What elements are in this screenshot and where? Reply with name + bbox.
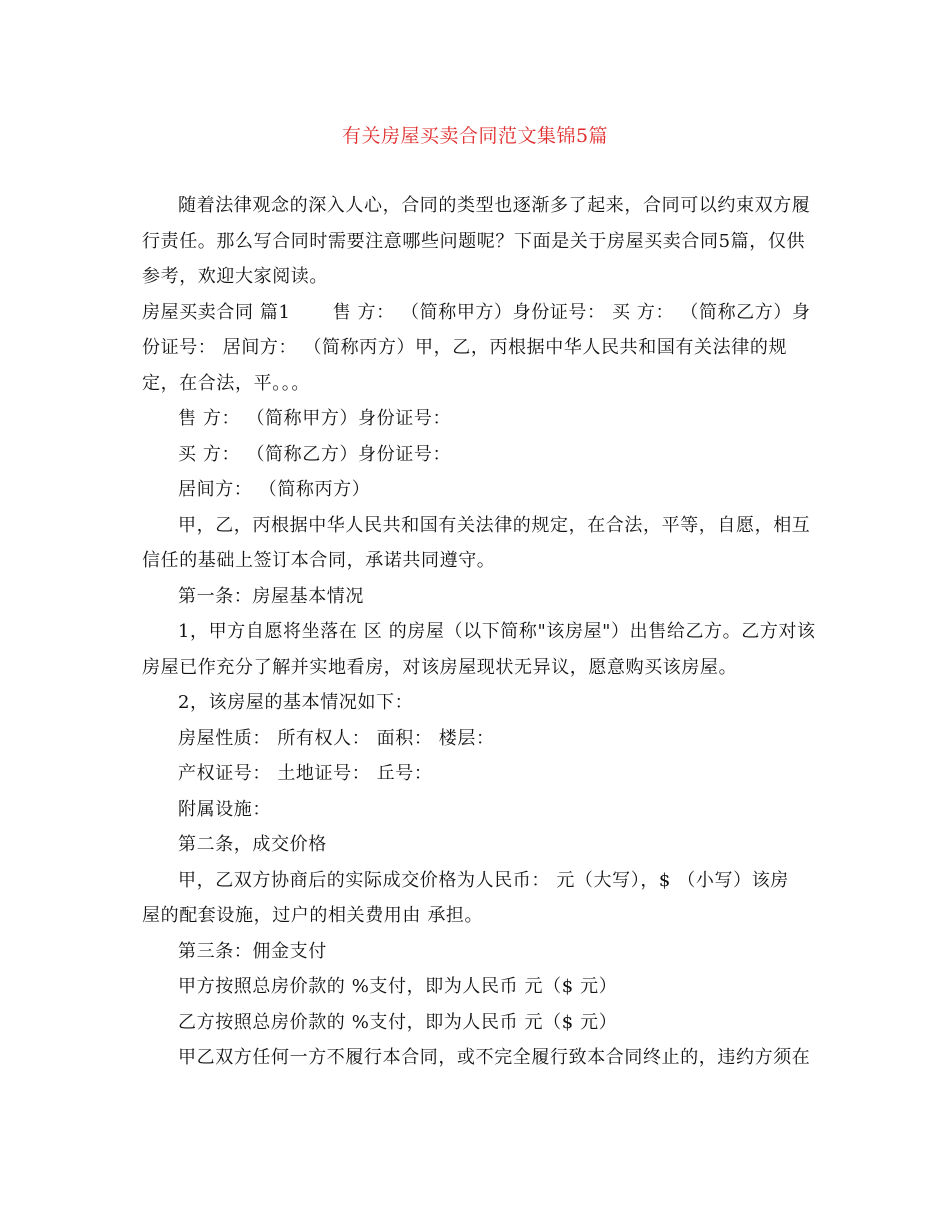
paragraph-line: 产权证号： 土地证号： 丘号： <box>178 763 433 784</box>
document-body <box>142 188 814 1076</box>
contract-paragraph <box>142 472 814 508</box>
paragraph-line: 房屋已作充分了解并实地看房，对该房屋现状无异议，愿意购买该房屋。 <box>142 656 738 678</box>
paragraph-line: 买 方： （简称乙方）身份证号： <box>178 443 452 465</box>
paragraph-line: 售 方： （简称甲方）身份证号： <box>178 408 452 429</box>
paragraph-line: 居间方： （简称丙方） <box>178 479 371 500</box>
intro-line: 随着法律观念的深入人心，合同的类型也逐渐多了起来，合同可以约束双方履 <box>178 195 811 216</box>
summary-paragraph <box>142 295 814 402</box>
contract-paragraph <box>142 969 814 1005</box>
contract-paragraph <box>142 508 814 579</box>
paragraph-line: 2，该房屋的基本情况如下： <box>178 692 414 713</box>
paragraph-line: 1，甲方自愿将坐落在 区 的房屋（以下简称"该房屋"）出售给乙方。乙方对该 <box>178 621 816 642</box>
paragraph-line: 房屋性质： 所有权人： 面积： 楼层： <box>178 727 495 749</box>
paragraph-line: 第三条：佣金支付 <box>178 940 327 962</box>
contract-paragraph <box>142 721 814 757</box>
contract-paragraph <box>142 756 814 792</box>
summary-line-3: 定，在合法，平。。。 <box>142 372 310 394</box>
contract-paragraph <box>142 579 814 615</box>
intro-line: 行责任。那么写合同时需要注意哪些问题呢？下面是关于房屋买卖合同5篇，仅供 <box>142 230 806 252</box>
paragraph-line: 甲，乙，丙根据中华人民共和国有关法律的规定，在合法，平等，自愿，相互 <box>178 514 811 536</box>
paragraph-line: 乙方按照总房价款的 %支付，即为人民币 元（$ 元） <box>178 1011 618 1033</box>
paragraph-line: 信任的基础上签订本合同，承诺共同遵守。 <box>142 550 496 571</box>
contract-paragraph <box>142 401 814 437</box>
paragraph-line: 第二条，成交价格 <box>178 834 327 855</box>
paragraph-line: 甲乙双方任何一方不履行本合同，或不完全履行致本合同终止的，违约方须在 <box>178 1047 811 1068</box>
paragraph-line: 屋的配套设施，过户的相关费用由 承担。 <box>142 905 484 926</box>
paragraph-line: 第一条：房屋基本情况 <box>178 585 364 607</box>
summary-line-2: 份证号： 居间方： （简称丙方）甲，乙，丙根据中华人民共和国有关法律的规 <box>142 337 788 358</box>
contract-paragraph <box>142 1005 814 1041</box>
contract-paragraph <box>142 827 814 863</box>
contract-paragraph <box>142 863 814 934</box>
contract-paragraph <box>142 1040 814 1076</box>
contract-paragraphs <box>142 401 814 1076</box>
summary-line-1 <box>142 295 814 331</box>
contract-paragraph <box>142 685 814 721</box>
document-title: 有关房屋买卖合同范文集锦5篇 <box>341 125 609 147</box>
contract-paragraph <box>142 792 814 828</box>
paragraph-line: 甲，乙双方协商后的实际成交价格为人民币： 元（大写），$ （小写）该房 <box>178 869 789 891</box>
contract-paragraph <box>142 437 814 473</box>
paragraph-line: 甲方按照总房价款的 %支付，即为人民币 元（$ 元） <box>178 976 618 997</box>
contract-paragraph <box>142 934 814 970</box>
summary-text: 售 方： （简称甲方）身份证号： 买 方： （简称乙方）身 <box>332 301 811 323</box>
intro-line: 参考，欢迎大家阅读。 <box>142 266 328 287</box>
section-heading: 房屋买卖合同 篇1 <box>142 301 291 323</box>
contract-paragraph <box>142 614 814 685</box>
intro-paragraph <box>142 188 814 295</box>
paragraph-line: 附属设施： <box>178 798 271 820</box>
